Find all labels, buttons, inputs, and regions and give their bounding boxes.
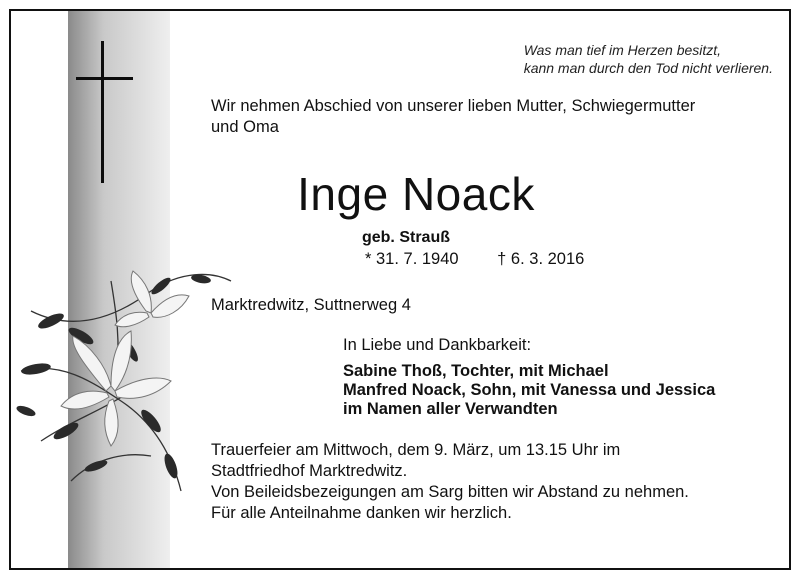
life-dates [365, 250, 584, 269]
address: Marktredwitz, Suttnerweg 4 [211, 296, 411, 314]
funeral-line-2: Stadtfriedhof Marktredwitz. [211, 462, 408, 480]
condolence-note: Von Beileidsbezeigungen am Sarg bitten wir Abstand zu nehmen. [211, 483, 689, 501]
mourner-line: Sabine Thoß, Tochter, mit Michael [343, 362, 609, 380]
death-date: † 6. 3. 2016 [497, 250, 585, 268]
mourners-label: In Liebe und Dankbarkeit: [343, 336, 532, 354]
intro-text [211, 96, 771, 138]
deceased-name: Inge Noack [297, 168, 535, 220]
intro-line-2: und Oma [211, 118, 279, 136]
intro-line-1: Wir nehmen Abschied von unserer lieben Mutter, Schwiegermutter [211, 97, 696, 115]
funeral-notes [211, 440, 776, 524]
quote [524, 41, 773, 77]
quote-line-2: kann man durch den Tod nicht verlieren. [523, 60, 773, 76]
funeral-line-1: Trauerfeier am Mittwoch, dem 9. März, um 13.15 Uhr im [211, 441, 621, 459]
mourners-block [343, 336, 715, 419]
quote-line-1: Was man tief im Herzen besitzt, [523, 42, 722, 58]
birth-date: * 31. 7. 1940 [365, 250, 459, 268]
mourner-line: Manfred Noack, Sohn, mit Vanessa und Jessica [343, 381, 716, 399]
mourner-line: im Namen aller Verwandten [343, 400, 558, 418]
maiden-name: geb. Strauß [361, 229, 450, 246]
thanks-note: Für alle Anteilnahme danken wir herzlich. [211, 504, 512, 522]
